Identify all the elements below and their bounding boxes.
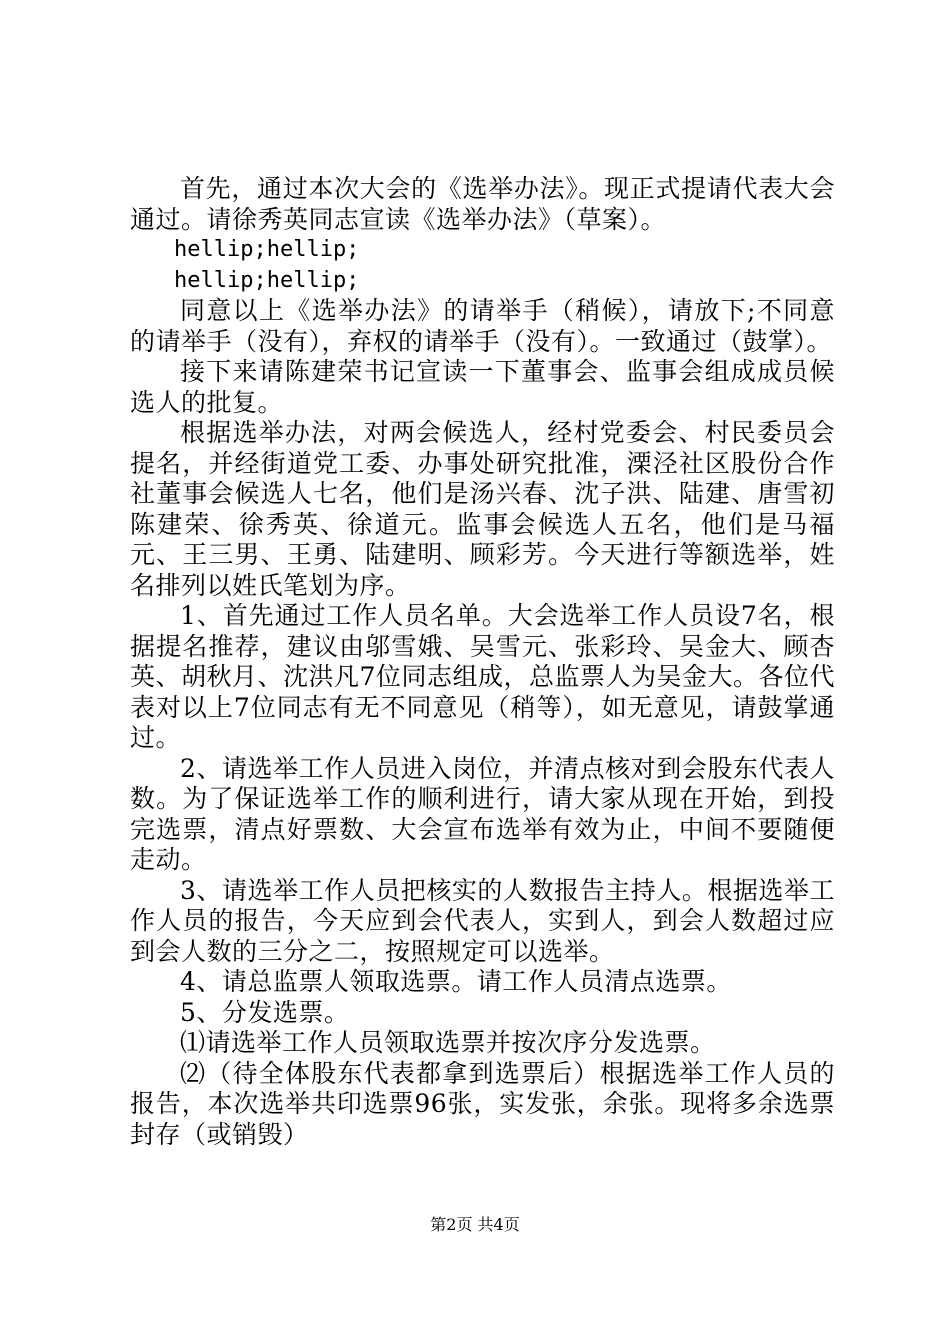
page-number-footer: 第2页 共4页	[430, 1215, 520, 1234]
paragraph: 接下来请陈建荣书记宣读一下董事会、监事会组成成员候选人的批复。	[130, 357, 835, 417]
paragraph: 3、请选举工作人员把核实的人数报告主持人。根据选举工作人员的报告，今天应到会代表人，实到人，到会人数超过应到会人数的三分之二，按照规定可以选举。	[130, 875, 835, 966]
paragraph: 根据选举办法，对两会候选人，经村党委会、村民委员会提名，并经街道党工委、办事处研究批准，溧泾社区股份合作社董事会候选人七名，他们是汤兴春、沈子洪、陆建、唐雪初陈建荣、徐秀英、徐道元。监事会候选人五名，他们是马福元、王三男、王勇、陆建明、顾彩芳。今天进行等额选举，姓名排列以姓氏笔划为序。	[130, 418, 835, 600]
document-body	[130, 174, 835, 1150]
paragraph: ⑴请选举工作人员领取选票并按次序分发选票。	[180, 1028, 716, 1057]
paragraph: 2、请选举工作人员进入岗位，并清点核对到会股东代表人数。为了保证选举工作的顺利进行，请大家从现在开始，到投完选票，清点好票数、大会宣布选举有效为止，中间不要随便走动。	[130, 753, 835, 874]
paragraph: 4、请总监票人领取选票。请工作人员清点选票。	[180, 967, 732, 996]
paragraph: 同意以上《选举办法》的请举手（稍候），请放下;不同意的请举手（没有），弃权的请举手（没有）。一致通过（鼓掌）。	[130, 296, 835, 356]
paragraph: 5、分发选票。	[180, 997, 350, 1027]
paragraph: hellip;hellip;	[174, 267, 360, 293]
paragraph: ⑵（待全体股东代表都拿到选票后）根据选举工作人员的报告，本次选举共印选票96张，实发张，余张。现将多余选票封存（或销毁）	[130, 1058, 835, 1149]
paragraph: hellip;hellip;	[174, 237, 360, 262]
paragraph: 1、首先通过工作人员名单。大会选举工作人员设7名，根据提名推荐，建议由邬雪娥、吴雪元、张彩玲、吴金大、顾杏英、胡秋月、沈洪凡7位同志组成，总监票人为吴金大。各位代表对以上7位同志有无不同意见（稍等），如无意见，请鼓掌通过。	[130, 601, 835, 752]
paragraph: 首先，通过本次大会的《选举办法》。现正式提请代表大会通过。请徐秀英同志宣读《选举办法》（草案）。	[130, 174, 835, 234]
